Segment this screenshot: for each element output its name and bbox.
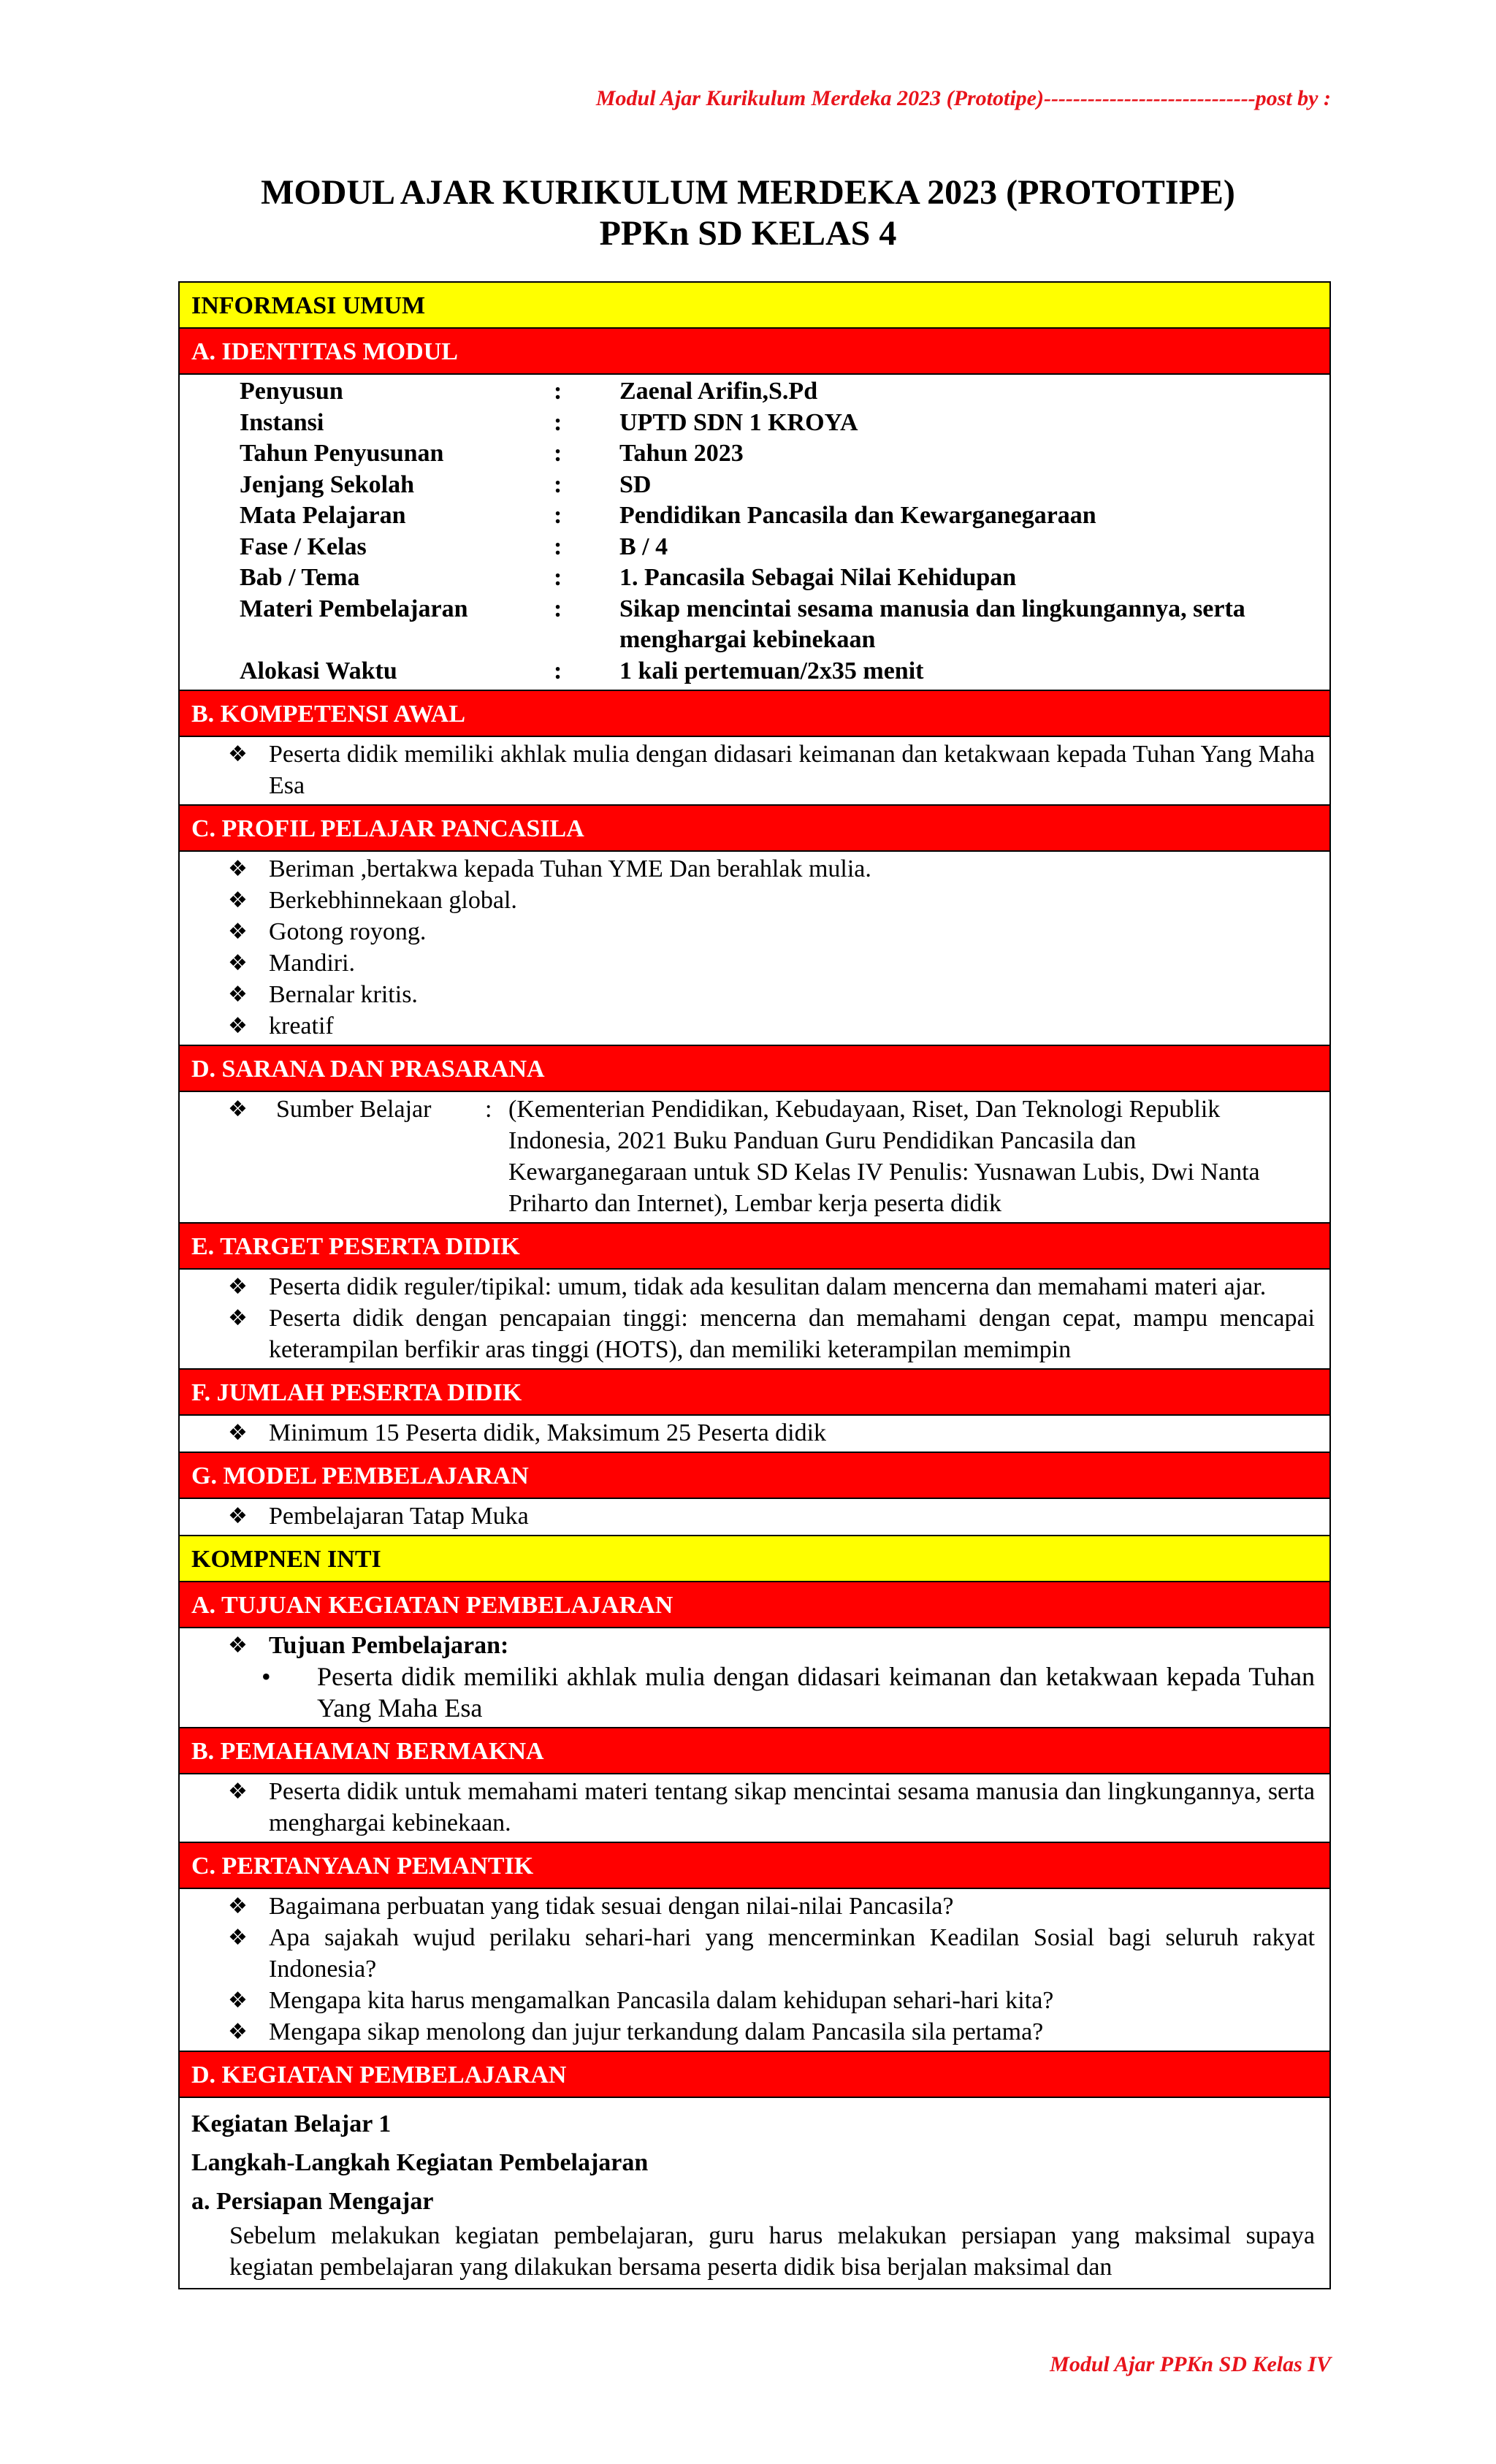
colon: : (554, 595, 562, 622)
identitas-label: Instansi (240, 408, 324, 436)
bullet-text: Mengapa kita harus mengamalkan Pancasila dalam kehidupan sehari-hari kita? (269, 1987, 1054, 2014)
bullet-text: Bernalar kritis. (269, 981, 418, 1008)
bullet-item (228, 947, 1315, 979)
bullet-text: Mandiri. (269, 950, 356, 977)
identitas-label: Bab / Tema (240, 564, 360, 591)
sarana-section (178, 1092, 1331, 1224)
bullet-item (228, 1010, 1315, 1042)
bullet-item (228, 979, 1315, 1010)
sumber-belajar-value: (Kementerian Pendidikan, Kebudayaan, Riset, Dan Teknologi Republik Indonesia, 2021 Buku Panduan Guru Pendidikan Pancasila dan Kewarganegaraan untuk SD Kelas IV Penulis: Yusnawan Lubis, Dwi Nanta Priharto dan Internet), Lembar kerja peserta didik (508, 1096, 1260, 1217)
bullet-text: Pembelajaran Tatap Muka (269, 1503, 529, 1530)
identitas-label: Alokasi Waktu (240, 657, 397, 684)
profil-section (178, 852, 1331, 1046)
identitas-label: Fase / Kelas (240, 533, 367, 560)
tujuan-section (178, 1628, 1331, 1728)
identitas-label: Tahun Penyusunan (240, 440, 444, 467)
bullet-item (228, 1891, 1315, 1922)
bullet-text: Peserta didik memiliki akhlak mulia dengan didasari keimanan dan ketakwaan kepada Tuhan Yang Maha Esa (269, 741, 1315, 799)
bullet-text: Berkebhinnekaan global. (269, 887, 517, 914)
identitas-row (240, 594, 1315, 656)
identitas-value: Pendidikan Pancasila dan Kewarganegaraan (619, 502, 1096, 529)
bullet-icon: ❖ (228, 888, 248, 913)
identitas-row (240, 376, 1315, 408)
identitas-row (240, 470, 1315, 501)
bullet-item (228, 2016, 1315, 2048)
informasi-umum-heading: INFORMASI UMUM (178, 283, 1331, 329)
bullet-icon: ❖ (228, 856, 248, 882)
identitas-row (240, 532, 1315, 563)
pertanyaan-section (178, 1889, 1331, 2052)
bullet-icon: ❖ (228, 919, 248, 945)
target-heading: E. TARGET PESERTA DIDIK (178, 1224, 1331, 1270)
identitas-value: Sikap mencintai sesama manusia dan lingkungannya, serta menghargai kebinekaan (619, 595, 1245, 653)
identitas-label: Mata Pelajaran (240, 502, 406, 529)
running-header: Modul Ajar Kurikulum Merdeka 2023 (Prototipe)-----------------------------post by : (595, 86, 1331, 110)
bullet-text: Peserta didik reguler/tipikal: umum, tidak ada kesulitan dalam mencerna dan memahami materi ajar. (269, 1273, 1267, 1300)
bullet-text: Gotong royong. (269, 918, 427, 945)
module-table (178, 281, 1331, 2289)
jumlah-heading: F. JUMLAH PESERTA DIDIK (178, 1370, 1331, 1416)
bullet-icon: ❖ (228, 1013, 248, 1039)
bullet-text: Apa sajakah wujud perilaku sehari-hari yang mencerminkan Keadilan Sosial bagi seluruh rakyat Indonesia? (269, 1924, 1315, 1983)
colon: : (554, 564, 562, 591)
profil-heading: C. PROFIL PELAJAR PANCASILA (178, 806, 1331, 852)
identitas-value: SD (619, 470, 652, 498)
identitas-value: Tahun 2023 (619, 440, 744, 467)
tujuan-item (228, 1661, 1315, 1724)
bullet-icon: ❖ (228, 950, 248, 976)
bullet-icon: ❖ (228, 1305, 248, 1331)
colon: : (554, 470, 562, 498)
langkah-title: Langkah-Langkah Kegiatan Pembelajaran (191, 2149, 649, 2176)
kompetensi-section (178, 737, 1331, 806)
model-section (178, 1499, 1331, 1536)
bullet-item (228, 1776, 1315, 1839)
colon: : (554, 408, 562, 436)
identitas-value: UPTD SDN 1 KROYA (619, 408, 858, 436)
bullet-icon: ❖ (228, 1925, 248, 1950)
colon: : (554, 533, 562, 560)
identitas-label: Penyusun (240, 378, 343, 405)
running-footer: Modul Ajar PPKn SD Kelas IV (1050, 2352, 1331, 2376)
bullet-item (228, 916, 1315, 947)
identitas-value: 1. Pancasila Sebagai Nilai Kehidupan (619, 564, 1017, 591)
tujuan-label: Tujuan Pembelajaran: (269, 1632, 509, 1659)
bullet-text: Minimum 15 Peserta didik, Maksimum 25 Peserta didik (269, 1419, 827, 1446)
pemahaman-section (178, 1774, 1331, 1843)
bullet-icon: ❖ (228, 2019, 248, 2045)
jumlah-section (178, 1416, 1331, 1453)
kegiatan-heading: D. KEGIATAN PEMBELAJARAN (178, 2052, 1331, 2098)
sumber-belajar-row (228, 1094, 1315, 1219)
bullet-item (228, 1302, 1315, 1365)
tujuan-label-row (228, 1630, 1315, 1661)
bullet-icon: ❖ (228, 1988, 248, 2013)
bullet-icon: ❖ (228, 1420, 248, 1446)
bullet-text: Beriman ,bertakwa kepada Tuhan YME Dan berahlak mulia. (269, 855, 871, 882)
identitas-label: Jenjang Sekolah (240, 470, 414, 498)
pemahaman-heading: B. PEMAHAMAN BERMAKNA (178, 1728, 1331, 1774)
bullet-item (228, 1922, 1315, 1985)
identitas-value: 1 kali pertemuan/2x35 menit (619, 657, 924, 684)
dot-bullet-icon: • (262, 1662, 271, 1691)
tujuan-heading: A. TUJUAN KEGIATAN PEMBELAJARAN (178, 1582, 1331, 1628)
bullet-item (228, 1271, 1315, 1302)
identitas-row (240, 656, 1315, 687)
pertanyaan-heading: C. PERTANYAAN PEMANTIK (178, 1843, 1331, 1889)
kegiatan-belajar-title: Kegiatan Belajar 1 (191, 2110, 392, 2137)
model-heading: G. MODEL PEMBELAJARAN (178, 1453, 1331, 1499)
identitas-row (240, 562, 1315, 594)
bullet-item (228, 1417, 1315, 1449)
bullet-text: Peserta didik dengan pencapaian tinggi: mencerna dan memahami dengan cepat, mampu mencapai keterampilan berfikir aras tinggi (HOTS), dan memiliki keterampilan memimpin (269, 1305, 1315, 1363)
bullet-icon: ❖ (228, 741, 248, 767)
identitas-section (178, 375, 1331, 691)
bullet-item (228, 885, 1315, 916)
target-section (178, 1270, 1331, 1370)
colon: : (554, 502, 562, 529)
persiapan-title: a. Persiapan Mengajar (191, 2188, 434, 2215)
title-line-2: PPKn SD KELAS 4 (599, 214, 897, 253)
identitas-heading: A. IDENTITAS MODUL (178, 329, 1331, 375)
colon: : (554, 378, 562, 405)
colon: : (554, 657, 562, 684)
colon: : (554, 440, 562, 467)
bullet-icon: ❖ (228, 982, 248, 1007)
bullet-icon: ❖ (228, 1779, 248, 1804)
bullet-item (228, 1500, 1315, 1532)
bullet-icon: ❖ (228, 1096, 248, 1122)
sumber-belajar-label: Sumber Belajar (276, 1096, 432, 1123)
kompetensi-heading: B. KOMPETENSI AWAL (178, 691, 1331, 737)
kegiatan-section (178, 2098, 1331, 2289)
bullet-text: Bagaimana perbuatan yang tidak sesuai dengan nilai-nilai Pancasila? (269, 1893, 954, 1920)
colon: : (485, 1096, 492, 1123)
bullet-icon: ❖ (228, 1274, 248, 1300)
bullet-text: Peserta didik untuk memahami materi tentang sikap mencintai sesama manusia dan lingkungannya, serta menghargai kebinekaan. (269, 1778, 1315, 1836)
komponen-inti-heading: KOMPNEN INTI (178, 1536, 1331, 1582)
identitas-row (240, 438, 1315, 470)
tujuan-text: Peserta didik memiliki akhlak mulia dengan didasari keimanan dan ketakwaan kepada Tuhan Yang Maha Esa (317, 1662, 1315, 1723)
identitas-value: B / 4 (619, 533, 668, 560)
title-line-1: MODUL AJAR KURIKULUM MERDEKA 2023 (PROTOTIPE) (261, 173, 1235, 212)
document-title (0, 172, 1496, 254)
bullet-item (228, 853, 1315, 885)
identitas-row (240, 408, 1315, 439)
bullet-icon: ❖ (228, 1633, 248, 1658)
bullet-icon: ❖ (228, 1893, 248, 1919)
identitas-label: Materi Pembelajaran (240, 595, 468, 622)
bullet-item (228, 739, 1315, 801)
identitas-value: Zaenal Arifin,S.Pd (619, 378, 818, 405)
sarana-heading: D. SARANA DAN PRASARANA (178, 1046, 1331, 1092)
identitas-row (240, 500, 1315, 532)
bullet-text: kreatif (269, 1012, 334, 1040)
bullet-icon: ❖ (228, 1503, 248, 1529)
persiapan-paragraph: Sebelum melakukan kegiatan pembelajaran, guru harus melakukan persiapan yang maksimal supaya kegiatan pembelajaran yang dilakukan bersama peserta didik bisa berjalan maksimal dan (229, 2222, 1315, 2281)
bullet-item (228, 1985, 1315, 2016)
bullet-text: Mengapa sikap menolong dan jujur terkandung dalam Pancasila sila pertama? (269, 2018, 1044, 2045)
